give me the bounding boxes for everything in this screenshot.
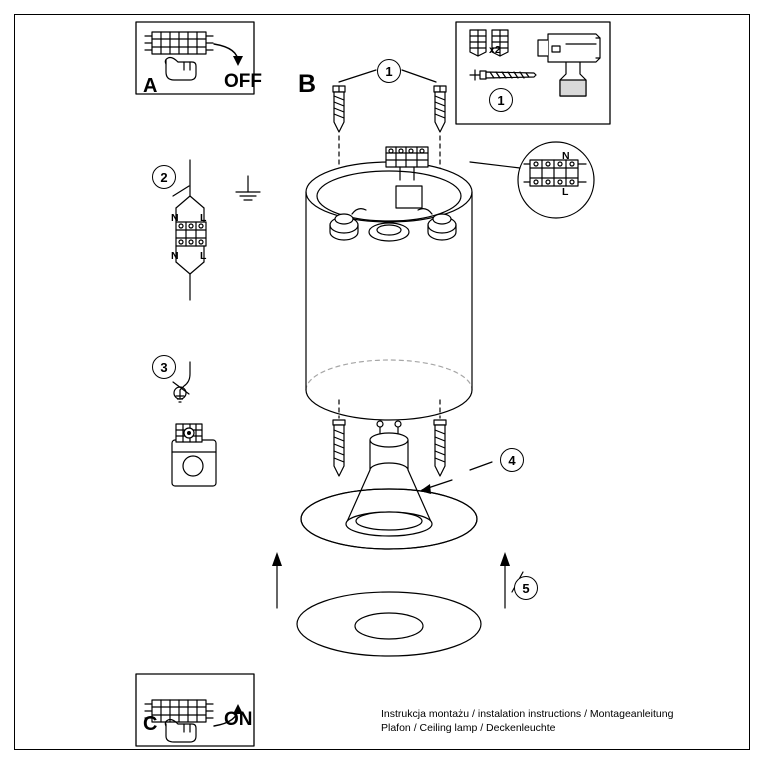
screw-quantity-label: x2 bbox=[489, 44, 501, 56]
footer-line-2: Plafon / Ceiling lamp / Deckenleuchte bbox=[381, 722, 556, 734]
callout-1-top: 1 bbox=[377, 59, 401, 83]
callout-3: 3 bbox=[152, 355, 176, 379]
switch-off-label: OFF bbox=[224, 71, 262, 92]
terminal-label-l-bottom: L bbox=[200, 250, 207, 262]
callout-5: 5 bbox=[514, 576, 538, 600]
switch-on-label: ON bbox=[224, 709, 253, 730]
detail-label-n: N bbox=[562, 150, 570, 162]
callout-1-tools: 1 bbox=[489, 88, 513, 112]
terminal-label-l-top: L bbox=[200, 212, 207, 224]
step-letter-a: A bbox=[143, 75, 158, 97]
terminal-label-n-bottom: N bbox=[171, 250, 179, 262]
callout-4: 4 bbox=[500, 448, 524, 472]
footer-line-1: Instrukcja montażu / instalation instructions / Montageanleitung bbox=[381, 708, 674, 720]
callout-2: 2 bbox=[152, 165, 176, 189]
detail-label-l: L bbox=[562, 186, 569, 198]
step-letter-c: C bbox=[143, 713, 158, 735]
terminal-label-n-top: N bbox=[171, 212, 179, 224]
step-letter-b: B bbox=[298, 70, 317, 98]
